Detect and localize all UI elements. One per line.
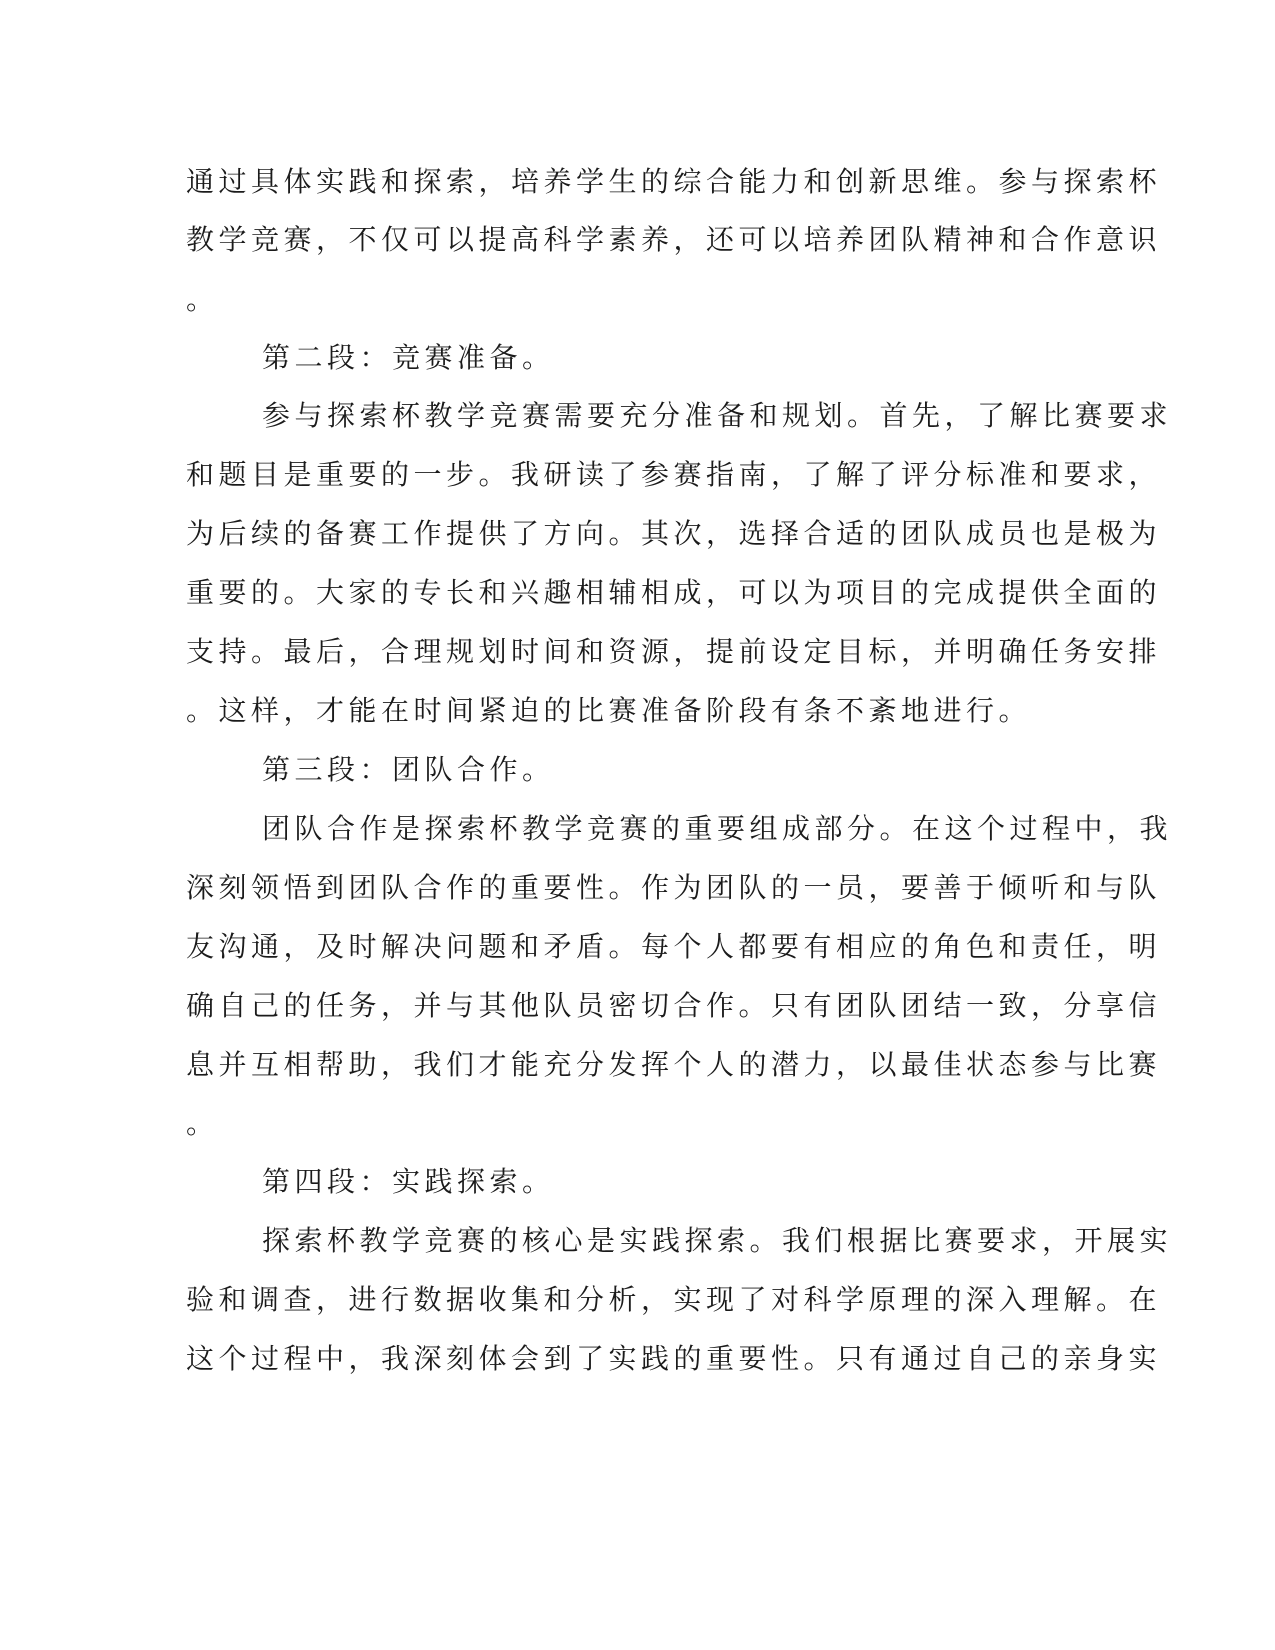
text-line: 验和调查，进行数据收集和分析，实现了对科学原理的深入理解。在 <box>186 1283 1162 1316</box>
text-line: 参与探索杯教学竞赛需要充分准备和规划。首先，了解比赛要求 <box>262 399 1173 432</box>
text-line: 和题目是重要的一步。我研读了参赛指南，了解了评分标准和要求， <box>186 458 1162 491</box>
text-line: 教学竞赛，不仅可以提高科学素养，还可以培养团队精神和合作意识 <box>186 223 1162 256</box>
section-heading-2: 第二段：竞赛准备。 <box>262 341 555 374</box>
section-heading-4: 第四段：实践探索。 <box>262 1165 555 1198</box>
text-line: 这个过程中，我深刻体会到了实践的重要性。只有通过自己的亲身实 <box>186 1342 1162 1375</box>
text-line: 重要的。大家的专长和兴趣相辅相成，可以为项目的完成提供全面的 <box>186 576 1162 609</box>
section-heading-3: 第三段：团队合作。 <box>262 753 555 786</box>
text-line: 探索杯教学竞赛的核心是实践探索。我们根据比赛要求，开展实 <box>262 1224 1173 1257</box>
text-line: 。 <box>186 283 219 316</box>
text-line: 确自己的任务，并与其他队员密切合作。只有团队团结一致，分享信 <box>186 989 1162 1022</box>
text-line: 通过具体实践和探索，培养学生的综合能力和创新思维。参与探索杯 <box>186 165 1162 198</box>
text-line: 友沟通，及时解决问题和矛盾。每个人都要有相应的角色和责任，明 <box>186 930 1162 963</box>
text-line: 为后续的备赛工作提供了方向。其次，选择合适的团队成员也是极为 <box>186 517 1162 550</box>
text-line: 深刻领悟到团队合作的重要性。作为团队的一员，要善于倾听和与队 <box>186 871 1162 904</box>
text-line: 。这样，才能在时间紧迫的比赛准备阶段有条不紊地进行。 <box>186 694 1032 727</box>
text-line: 支持。最后，合理规划时间和资源，提前设定目标，并明确任务安排 <box>186 635 1162 668</box>
text-line: 息并互相帮助，我们才能充分发挥个人的潜力，以最佳状态参与比赛 <box>186 1048 1162 1081</box>
text-line: 。 <box>186 1107 219 1140</box>
text-line: 团队合作是探索杯教学竞赛的重要组成部分。在这个过程中，我 <box>262 812 1173 845</box>
